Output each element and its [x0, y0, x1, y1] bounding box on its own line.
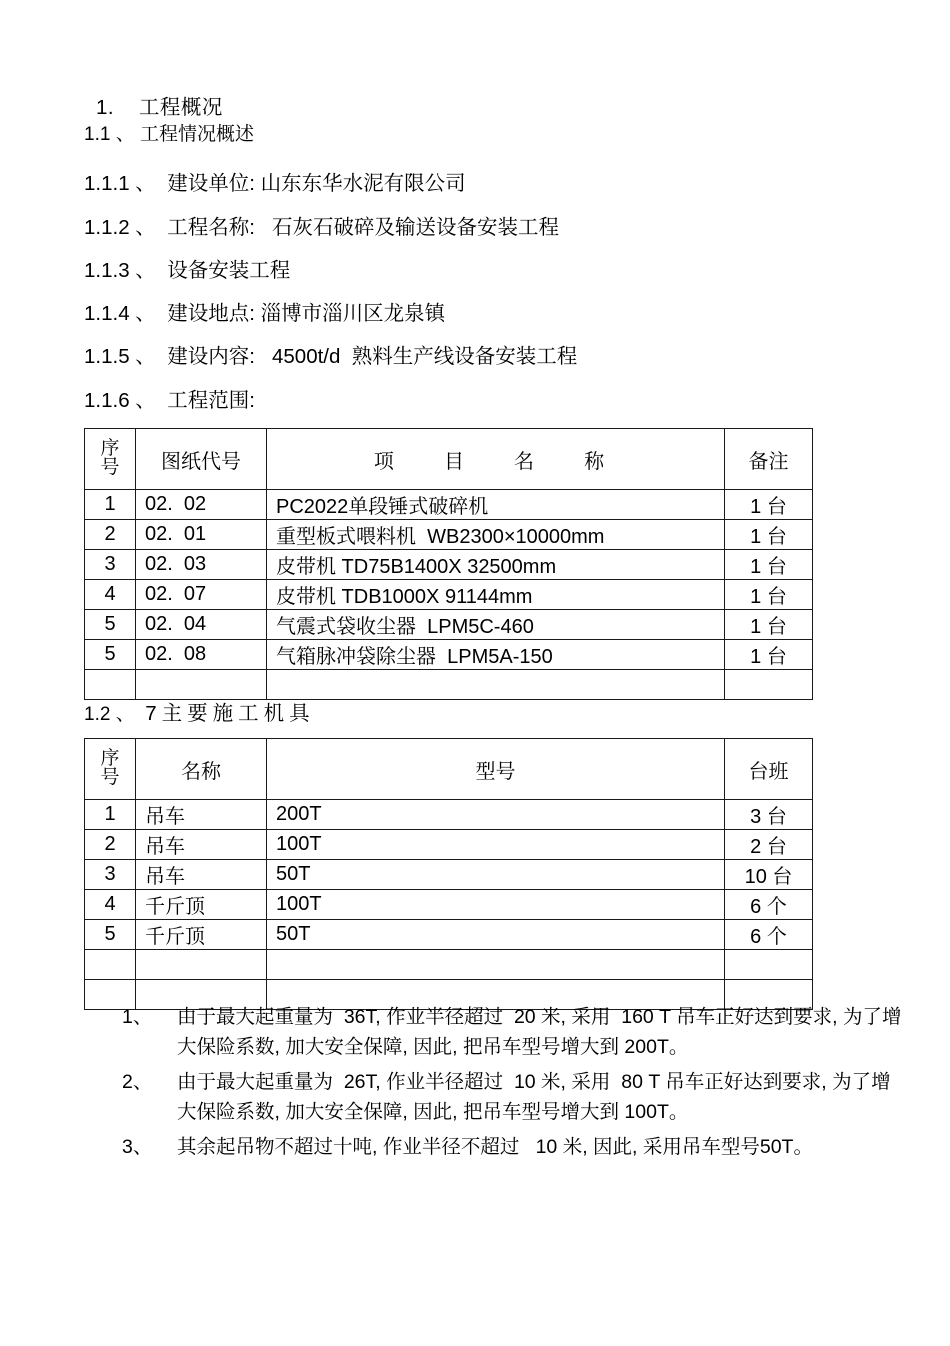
- cell-seq: 2: [85, 830, 136, 860]
- cell-seq: 4: [85, 890, 136, 920]
- clause-number: 1.1.1 、: [84, 172, 156, 195]
- header-seq-line2: 号: [100, 457, 120, 479]
- note-text: 其余起吊物不超过十吨, 作业半径不超过 10 米, 因此, 采用吊车型号50T。: [177, 1136, 813, 1158]
- cell-model: 100T: [267, 830, 725, 860]
- cell-shift: 6 个: [725, 890, 813, 920]
- list-item: [84, 1067, 904, 1127]
- cell-name: [136, 950, 267, 980]
- table-row: [85, 550, 813, 580]
- subsection-number: 1.1 、: [84, 124, 135, 145]
- cell-name: 重型板式喂料机 WB2300×10000mm: [267, 520, 725, 550]
- cell-seq: 2: [85, 520, 136, 550]
- cell-note: 1 台: [725, 550, 813, 580]
- table-row: [85, 490, 813, 520]
- table-row: [85, 610, 813, 640]
- cell-note: 1 台: [725, 580, 813, 610]
- section-1-2-prefix: 7: [145, 702, 162, 725]
- cell-shift: 2 台: [725, 830, 813, 860]
- section-heading: [96, 96, 223, 121]
- clause-1-1-5: [84, 345, 577, 370]
- clause-1-1-2: [84, 216, 559, 241]
- cell-seq: 1: [85, 800, 136, 830]
- cell-seq: 5: [85, 640, 136, 670]
- cell-code: 02. 02: [136, 490, 267, 520]
- cell-seq: 4: [85, 580, 136, 610]
- clause-number: 1.1.6 、: [84, 389, 156, 412]
- note-marker: 3、: [122, 1136, 153, 1158]
- cell-code: [136, 670, 267, 700]
- cell-model: 50T: [267, 920, 725, 950]
- cell-name: 千斤顶: [136, 890, 267, 920]
- cell-shift: 10 台: [725, 860, 813, 890]
- list-item: [84, 1002, 904, 1062]
- clause-text: 工程名称: 石灰石破碎及输送设备安装工程: [167, 216, 559, 239]
- header-equipment-name: 名称: [136, 739, 267, 800]
- clause-text: 建设单位: 山东东华水泥有限公司: [167, 172, 466, 195]
- clause-1-1-1: [84, 172, 466, 197]
- cell-code: 02. 07: [136, 580, 267, 610]
- cell-note: [725, 670, 813, 700]
- table-header-row: [85, 429, 813, 490]
- cell-name: 吊车: [136, 800, 267, 830]
- cell-seq: 5: [85, 920, 136, 950]
- cell-note: 1 台: [725, 490, 813, 520]
- section-1-2-heading: [84, 702, 315, 727]
- notes-list: [84, 1002, 904, 1167]
- note-marker: 1、: [122, 1006, 153, 1028]
- cell-shift: 3 台: [725, 800, 813, 830]
- section-title: 工程概况: [138, 96, 223, 119]
- table-row-empty: [85, 670, 813, 700]
- cell-model: 100T: [267, 890, 725, 920]
- cell-model: 200T: [267, 800, 725, 830]
- cell-shift: 6 个: [725, 920, 813, 950]
- cell-seq: [85, 950, 136, 980]
- table-row-empty: [85, 950, 813, 980]
- cell-seq: 3: [85, 860, 136, 890]
- table-row: [85, 640, 813, 670]
- clause-number: 1.1.2 、: [84, 216, 156, 239]
- subsection-title: 工程情况概述: [139, 124, 254, 145]
- cell-name: PC2022单段锤式破碎机: [267, 490, 725, 520]
- cell-note: 1 台: [725, 640, 813, 670]
- clause-text: 建设内容: 4500t/d 熟料生产线设备安装工程: [167, 345, 578, 368]
- cell-model: [267, 950, 725, 980]
- cell-seq: 3: [85, 550, 136, 580]
- cell-code: 02. 04: [136, 610, 267, 640]
- header-item-name: 项 目 名 称: [267, 429, 725, 490]
- clause-1-1-4: [84, 302, 445, 327]
- clause-1-1-6: [84, 389, 255, 414]
- cell-model: 50T: [267, 860, 725, 890]
- project-scope-table: [84, 428, 813, 700]
- clause-number: 1.1.5 、: [84, 345, 156, 368]
- note-text: 由于最大起重量为 26T, 作业半径超过 10 米, 采用 80 T 吊车正好达到要求, 为了增大保险系数, 加大安全保障, 因此, 把吊车型号增大到 100T。: [177, 1071, 891, 1123]
- cell-name: 皮带机 TD75B1400X 32500mm: [267, 550, 725, 580]
- cell-seq: [85, 670, 136, 700]
- construction-equipment-table: [84, 738, 813, 1010]
- cell-name: [267, 670, 725, 700]
- header-drawing-code: 图纸代号: [136, 429, 267, 490]
- cell-seq: 5: [85, 610, 136, 640]
- list-item: [84, 1132, 904, 1162]
- table-header-row: [85, 739, 813, 800]
- header-seq-line1: 序: [100, 437, 120, 459]
- header-seq-line1: 序: [100, 747, 120, 769]
- clause-text: 设备安装工程: [167, 259, 291, 282]
- cell-code: 02. 01: [136, 520, 267, 550]
- cell-code: 02. 08: [136, 640, 267, 670]
- header-seq-line2: 号: [100, 767, 120, 789]
- header-shift: 台班: [725, 739, 813, 800]
- table-row: [85, 800, 813, 830]
- table-row: [85, 520, 813, 550]
- cell-name: 千斤顶: [136, 920, 267, 950]
- section-number: 1.: [96, 96, 115, 119]
- header-seq: [85, 429, 136, 490]
- cell-name: 皮带机 TDB1000X 91144mm: [267, 580, 725, 610]
- table-row: [85, 830, 813, 860]
- table-row: [85, 580, 813, 610]
- note-text: 由于最大起重量为 36T, 作业半径超过 20 米, 采用 160 T 吊车正好达到要求, 为了增大保险系数, 加大安全保障, 因此, 把吊车型号增大到 200T。: [177, 1006, 902, 1058]
- clause-1-1-3: [84, 259, 290, 284]
- clause-number: 1.1.3 、: [84, 259, 156, 282]
- table-row: [85, 890, 813, 920]
- table-row: [85, 920, 813, 950]
- cell-note: 1 台: [725, 610, 813, 640]
- cell-code: 02. 03: [136, 550, 267, 580]
- cell-name: 吊车: [136, 860, 267, 890]
- header-remark: 备注: [725, 429, 813, 490]
- header-model: 型号: [267, 739, 725, 800]
- section-1-2-title: 主要施工机具: [161, 702, 315, 725]
- cell-note: 1 台: [725, 520, 813, 550]
- cell-name: 气箱脉冲袋除尘器 LPM5A-150: [267, 640, 725, 670]
- header-seq: [85, 739, 136, 800]
- cell-name: 气震式袋收尘器 LPM5C-460: [267, 610, 725, 640]
- table-row: [85, 860, 813, 890]
- cell-name: 吊车: [136, 830, 267, 860]
- section-1-2-number: 1.2 、: [84, 704, 135, 725]
- note-marker: 2、: [122, 1071, 153, 1093]
- subsection-heading: [84, 124, 254, 147]
- clause-text: 工程范围:: [167, 389, 255, 412]
- cell-seq: 1: [85, 490, 136, 520]
- clause-text: 建设地点: 淄博市淄川区龙泉镇: [167, 302, 446, 325]
- cell-shift: [725, 950, 813, 980]
- clause-number: 1.1.4 、: [84, 302, 156, 325]
